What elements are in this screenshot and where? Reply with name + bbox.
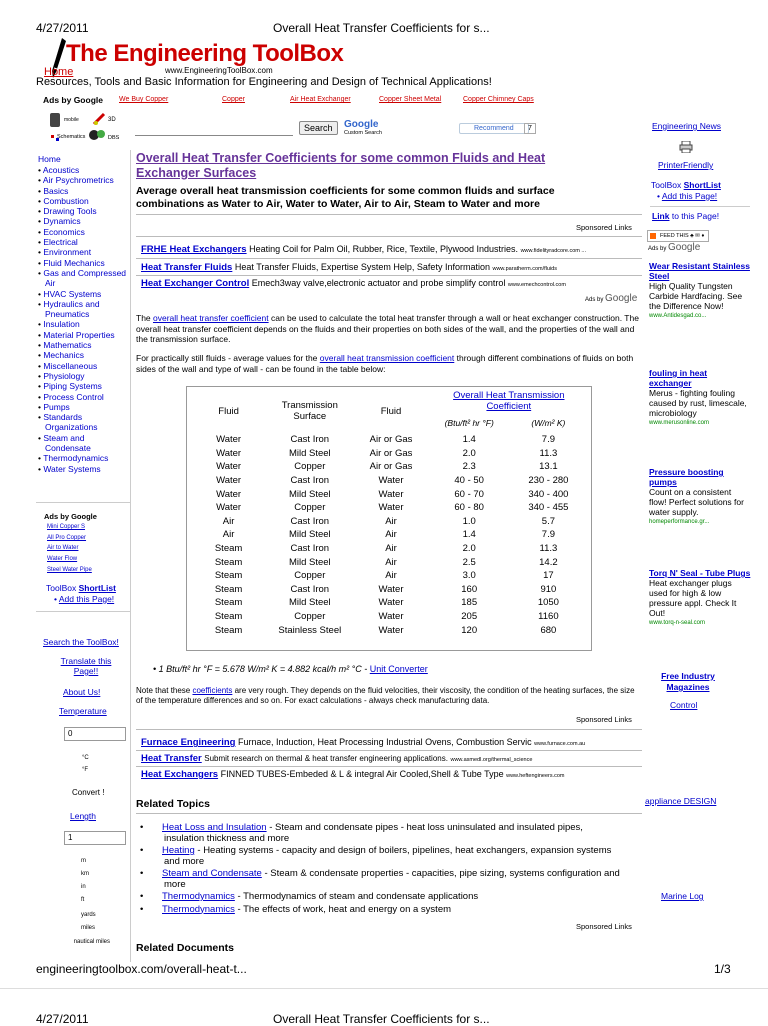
list-item: • Thermodynamics - Thermodynamics of steam and condensate applications (140, 891, 479, 902)
article-subtitle: Average overall heat transmission coefficients for some common fluids and surface combinations as Water to Air, Water to Water, Air to Air, Steam to Water and more (136, 185, 555, 210)
unit-option[interactable]: in (81, 884, 86, 890)
print-date: 4/27/2011 (36, 21, 89, 35)
nav-item[interactable]: • Dynamics (38, 216, 81, 227)
length-link[interactable]: Length (70, 811, 96, 821)
next-page-date: 4/27/2011 (36, 1012, 89, 1026)
table-row: Water Cast Iron Air or Gas 1.4 7.9 (216, 434, 555, 446)
temperature-input[interactable]: 0 (64, 727, 126, 741)
col-header-fluid2: Fluid (380, 405, 402, 417)
right-ads-by-google: Ads by Google (648, 242, 701, 253)
nav-item[interactable]: • Piping Systems (38, 381, 102, 392)
table-row: Steam Copper Water 205 1160 (214, 611, 559, 623)
temperature-link[interactable]: Temperature (59, 706, 107, 716)
sponsored-label: Sponsored Links (576, 223, 632, 232)
nav-item[interactable]: • Process Control (38, 391, 104, 402)
right-add-page-link[interactable]: • Add this Page! (657, 191, 718, 201)
nav-item[interactable]: • HVAC Systems (38, 288, 102, 299)
translate-link[interactable]: Translate this Page!! (60, 656, 112, 676)
list-item: • Heat Loss and Insulation - Steam and condensate pipes - heat loss uninsulated and insulated pipes, insulation thickness and more (140, 822, 583, 844)
search-input[interactable] (135, 123, 293, 136)
nav-item[interactable]: • Water Systems (38, 463, 101, 474)
unit-option[interactable]: km (81, 871, 89, 877)
print-footer-url: engineeringtoolbox.com/overall-heat-t... (36, 962, 247, 976)
table-row: Air Mild Steel Air 1.4 7.9 (222, 529, 555, 541)
marine-log-link[interactable]: Marine Log (661, 891, 704, 901)
table-intro-paragraph: For practically still fluids - average values for the overall heat transmission coefficient through different combinations of fluids on both sides of the wall and type of wall - can be found in the table below: (136, 353, 634, 374)
feed-this-button[interactable]: FEED THIS ♣ ✉ ♦ (647, 230, 709, 242)
sponsored-ad[interactable]: Heat Transfer Fluids Heat Transfer Fluids, Expertise System Help, Safety Information www.paratherm.com/fluids (141, 262, 557, 273)
nav-item[interactable]: • Economics (38, 226, 85, 237)
right-ad[interactable]: Torq N' Seal - Tube Plugs Heat exchanger plugs used for high & low pressure appl. Check It Out! www.torq-n-seal.com (649, 568, 751, 626)
left-ad-link[interactable]: Air to Water (47, 545, 79, 551)
table-row: Steam Mild Steel Air 2.5 14.2 (214, 556, 558, 568)
ad-divider (136, 766, 642, 767)
list-item: • Steam and Condensate - Steam & condensate properties - capacities, pipe sizing, systems configuration and more (140, 868, 620, 890)
table-row: Air Cast Iron Air 1.0 5.7 (222, 515, 555, 527)
coefficient-table (190, 389, 588, 637)
unit-option[interactable]: ft (81, 897, 85, 903)
left-ad-link[interactable]: All Pro Copper (47, 535, 87, 541)
search-button[interactable]: Search (299, 121, 338, 135)
nav-item[interactable]: • Pumps (38, 401, 70, 412)
sponsored-ad[interactable]: Heat Exchanger Control Emech3way valve,electronic actuator and probe simplify control www.emechcontrol.com (141, 278, 566, 289)
right-ad[interactable]: Wear Resistant Stainless Steel High Quality Tungsten Carbide Hardfacing. See the Difference Now! www.Antidesgad.co... (649, 261, 750, 319)
engineering-news-link[interactable]: Engineering News (652, 121, 721, 131)
unit-option[interactable]: m (81, 858, 86, 864)
ad-divider (136, 236, 642, 237)
top-ad-link[interactable]: Copper (222, 96, 245, 103)
sponsored-label-2: Sponsored Links (576, 715, 632, 724)
recommend-count: 7 (524, 123, 536, 134)
related-documents-title: Related Documents (136, 942, 235, 954)
left-ad-link[interactable]: Steel Water Pipe (47, 567, 92, 573)
right-ad[interactable]: fouling in heat exchanger Merus - fighting fouling caused by rust, limescale, microbiology www.merusonline.com (649, 368, 747, 426)
nav-home[interactable]: Home (38, 154, 61, 164)
left-add-page-link[interactable]: • Add this Page! (54, 594, 115, 604)
related-topics-title: Related Topics (136, 798, 210, 810)
right-ad[interactable]: Pressure boosting pumps Count on a consistent flow! Perfect solutions for water supply. homeperformance.gr... (649, 467, 744, 525)
nav-item[interactable]: • Combustion (38, 195, 89, 206)
unit-option[interactable]: yards (81, 912, 96, 918)
top-ad-link[interactable]: We Buy Copper (119, 96, 169, 103)
fahrenheit-option[interactable]: °F (82, 767, 89, 773)
coefficients-note: Note that these coefficients are very rough. They depends on the fluid velocities, their viscosity, the condition of the heating surfaces, the size of the temperature differences and so on. For exact calculations - always check manufacturing data. (136, 686, 635, 706)
sponsored-label-3: Sponsored Links (576, 922, 632, 931)
site-tagline: Resources, Tools and Basic Information for Engineering and Design of Technical Applications! (36, 76, 492, 88)
ads-by-google: Ads by Google (585, 293, 638, 304)
print-footer-page: 1/3 (714, 962, 731, 976)
table-row: Steam Cast Iron Air 2.0 11.3 (214, 543, 558, 555)
col-header-fluid: Fluid (218, 405, 239, 417)
article-title[interactable]: Overall Heat Transfer Coefficients for some common Fluids and Heat Exchanger Surfaces (136, 151, 546, 180)
nav-item[interactable]: • Acoustics (38, 165, 80, 175)
sponsored-ad[interactable]: Furnace Engineering Furnace, Induction, Heat Processing Industrial Ovens, Combustion Servic www.furnace.com.au (141, 737, 586, 748)
top-ad-link[interactable]: Air Heat Exchanger (290, 96, 351, 103)
list-item: • Heating - Heating systems - capacity and design of boilers, pipelines, heat exchangers, expansion systems and more (140, 845, 612, 867)
unit-option[interactable]: nautical miles (73, 939, 110, 945)
nav-item[interactable]: • Miscellaneous (38, 360, 98, 371)
convert-button[interactable]: Convert ! (72, 788, 105, 797)
unit-conversion-note: • 1 Btu/ft² hr °F = 5.678 W/m² K = 4.882 kcal/h m² °C - Unit Converter (153, 664, 428, 674)
nav-item[interactable]: • Mechanics (38, 350, 84, 361)
mobile-icon[interactable] (50, 113, 60, 127)
appliance-design-link[interactable]: appliance DESIGN (645, 796, 717, 806)
nav-item[interactable]: • Drawing Tools (38, 206, 97, 217)
nav-item[interactable]: • Air Psychrometrics (38, 175, 114, 186)
tools-divider (36, 611, 130, 612)
left-ad-link[interactable]: Water Flow (47, 556, 78, 562)
nav-item[interactable]: • Hydraulics and Pneumatics (38, 298, 100, 320)
printer-friendly-link[interactable]: PrinterFriendly (658, 160, 714, 170)
custom-search-label: Custom Search (344, 130, 382, 136)
right-toolbox-shortlist[interactable]: ToolBox ShortList (651, 180, 721, 190)
page-break (0, 988, 768, 989)
sponsored-ad[interactable]: Heat Transfer Submit research on thermal & heat transfer engineering applications. www.asmedl.org/thermal_science (141, 753, 533, 764)
col-header-unit-imperial: (Btu/ft² hr °F) (444, 418, 494, 428)
nav-item[interactable]: • Environment (38, 247, 92, 258)
related-topics-list (140, 822, 622, 917)
nav-item[interactable]: • Thermodynamics (38, 453, 109, 464)
nav-item[interactable]: • Gas and Compressed Air (38, 267, 127, 289)
right-divider (650, 206, 750, 207)
nav-item[interactable]: • Insulation (38, 319, 80, 330)
top-ads-label: Ads by Google (43, 95, 103, 105)
link-to-page[interactable]: Link to this Page! (652, 211, 720, 221)
table-row: Steam Mild Steel Water 185 1050 (214, 597, 559, 609)
3d-label[interactable]: 3D (108, 117, 116, 123)
related-divider (136, 813, 642, 814)
site-logo-title[interactable]: The Engineering ToolBox (66, 40, 344, 67)
nav-divider (36, 502, 130, 503)
intro-paragraph: The overall heat transfer coefficient can be used to calculate the total heat transfer through a wall or heat exchanger construction. The overall heat transfer coefficient depends on the fluids and their properties on both sides of the wall, and the properties of the wall and the transmission surface. (136, 313, 639, 344)
left-toolbox-shortlist[interactable]: ToolBox ShortList (46, 583, 116, 593)
home-link[interactable]: Home (44, 66, 74, 78)
col-header-coefficient[interactable]: Overall Heat Transmission Coefficient (453, 390, 565, 412)
table-row: Water Mild Steel Air or Gas 2.0 11.3 (216, 447, 558, 459)
nav-item[interactable]: • Steam and Condensate (38, 432, 91, 454)
table-row: Steam Stainless Steel Water 120 680 (214, 624, 557, 636)
sponsored-ad[interactable]: FRHE Heat Exchangers Heating Coil for Palm Oil, Rubber, Rice, Textile, Plywood Industries. www.fidelityradcore.com ... (141, 244, 586, 255)
nav-item[interactable]: • Physiology (38, 370, 85, 381)
table-row: Steam Copper Air 3.0 17 (214, 570, 554, 582)
col-header-unit-si: (W/m² K) (531, 418, 566, 428)
ad-divider (136, 750, 642, 751)
table-row: Water Copper Air or Gas 2.3 13.1 (216, 461, 558, 473)
ad-divider (136, 729, 642, 730)
dbs-icon[interactable] (88, 128, 108, 142)
google-logo: Google (344, 119, 379, 130)
print-title: Overall Heat Transfer Coefficients for s... (273, 21, 490, 35)
mobile-label[interactable]: mobile (64, 117, 79, 123)
recommend-button[interactable]: Recommend (459, 123, 529, 134)
left-ad-link[interactable]: Mini Copper S (47, 524, 86, 530)
ad-divider (136, 258, 642, 259)
nav-item[interactable]: • Fluid Mechanics (38, 257, 105, 268)
col-header-surface: Transmission Surface (281, 400, 338, 422)
table-row: Water Mild Steel Water 60 - 70 340 - 400 (216, 488, 569, 500)
nav-item[interactable]: • Basics (38, 185, 69, 196)
table-row: Water Copper Water 60 - 80 340 - 455 (216, 502, 569, 514)
nav-item[interactable]: • Electrical (38, 237, 78, 248)
top-ad-link[interactable]: Copper Chimney Caps (463, 96, 534, 103)
title-divider (136, 214, 642, 215)
table-row: Steam Cast Iron Water 160 910 (214, 583, 557, 595)
search-toolbox-link[interactable]: Search the ToolBox! (43, 637, 119, 647)
nav-item[interactable]: • Material Properties (38, 329, 115, 340)
printer-icon[interactable] (679, 140, 693, 152)
unit-option[interactable]: miles (81, 925, 96, 931)
table-row: Water Cast Iron Water 40 - 50 230 - 280 (216, 475, 569, 487)
left-ads-label: Ads by Google (44, 512, 97, 521)
length-input[interactable]: 1 (64, 831, 126, 845)
ad-divider (136, 275, 642, 276)
free-magazines-link[interactable]: Free Industry Magazines (661, 671, 715, 692)
control-magazine-link[interactable]: Control (670, 700, 698, 710)
next-page-title: Overall Heat Transfer Coefficients for s... (273, 1012, 490, 1026)
top-ad-link[interactable]: Copper Sheet Metal (379, 96, 442, 103)
schematics-label[interactable]: Schematics (57, 134, 86, 140)
nav-item[interactable]: • Mathematics (38, 340, 92, 351)
dbs-label[interactable]: DBS (108, 135, 120, 141)
sponsored-ad[interactable]: Heat Exchangers FINNED TUBES-Embeded & L & integral Air Cooled,Shell & Tube Type www.heftengineers.com (141, 769, 565, 780)
3d-icon[interactable] (92, 112, 106, 126)
site-url: www.EngineeringToolBox.com (165, 66, 273, 75)
nav-item[interactable]: • Standards Organizations (38, 412, 98, 433)
about-link[interactable]: About Us! (63, 687, 101, 697)
left-nav-list (38, 165, 133, 474)
celsius-option[interactable]: °C (82, 755, 89, 761)
list-item: • Thermodynamics - The effects of work, heat and energy on a system (140, 903, 452, 915)
